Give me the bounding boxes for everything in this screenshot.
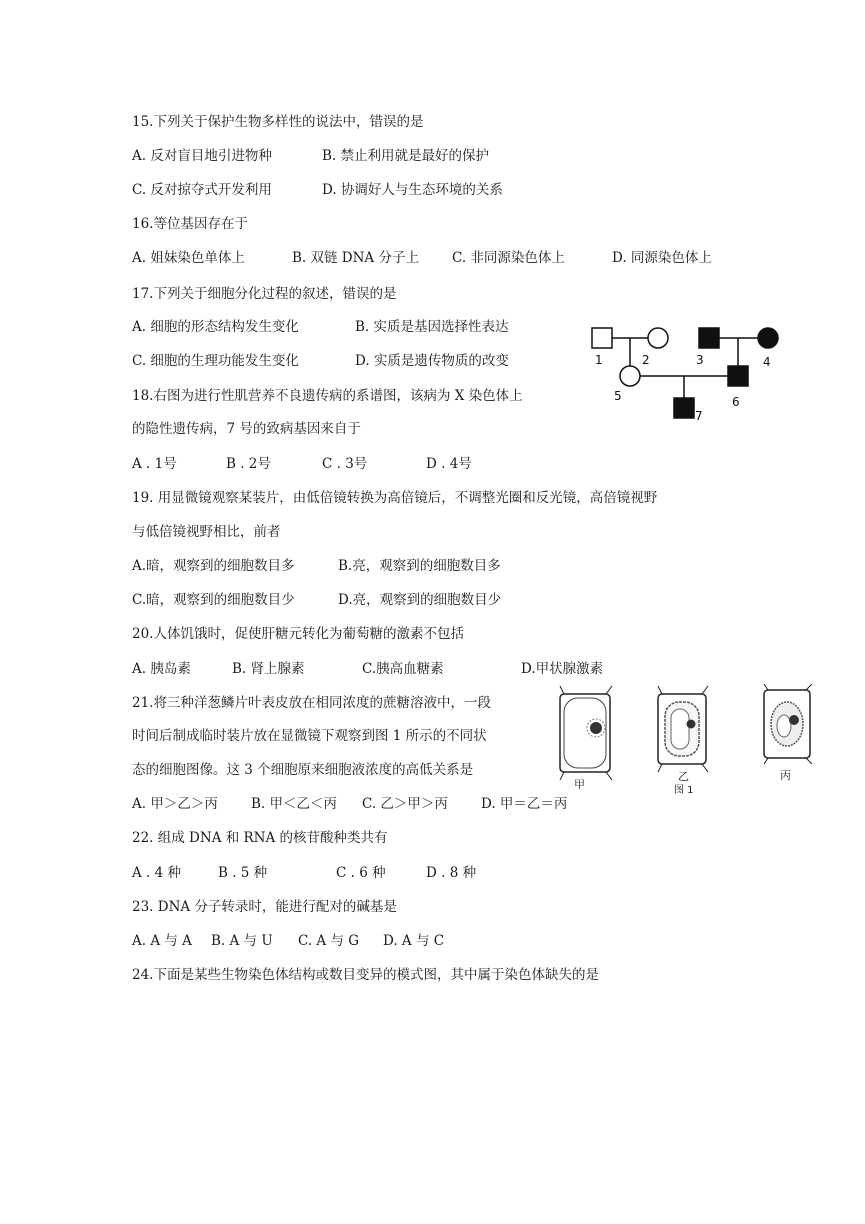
q18-stem-line1: 18.右图为进行性肌营养不良遗传病的系谱图，该病为 X 染色体上 [132,388,523,404]
q21-option-a: A. 甲＞乙＞丙 [132,796,218,812]
cell-bing [764,684,812,764]
cell-jia [560,686,612,780]
pedigree-individual-2-female [648,328,668,348]
pedigree-label-4: 4 [763,355,771,369]
figure-1-label-yi: 乙 [678,770,689,783]
pedigree-label-2: 2 [642,353,650,367]
pedigree-label-1: 1 [595,353,603,367]
q19-stem-line1: 19. 用显微镜观察某装片，由低倍镜转换为高倍镜后，不调整光圈和反光镜，高倍镜视野 [132,490,658,506]
q17-option-c: C. 细胞的生理功能发生变化 [132,353,299,369]
q23-option-d: D. A 与 C [383,933,445,949]
q20-option-d: D.甲状腺激素 [521,661,604,677]
q23-option-c: C. A 与 G [298,933,360,949]
q21-stem-line1: 21.将三种洋葱鳞片叶表皮放在相同浓度的蔗糖溶液中，一段 [132,695,491,711]
q22-option-b: B . 5 种 [218,865,268,881]
q16-option-c: C. 非同源染色体上 [452,250,565,266]
q23-option-a: A. A 与 A [132,933,192,949]
q18-option-a: A . 1号 [132,456,177,472]
q15-option-b: B. 禁止利用就是最好的保护 [322,148,490,164]
q19-option-d: D.亮，观察到的细胞数目少 [338,592,502,608]
q17-stem: 17.下列关于细胞分化过程的叙述，错误的是 [132,286,397,302]
q17-option-d: D. 实质是遗传物质的改变 [355,353,509,369]
figure-1-label-jia: 甲 [574,778,585,791]
q21-option-b: B. 甲＜乙＜丙 [251,796,338,812]
q19-option-c: C.暗，观察到的细胞数目少 [132,592,295,608]
q18-option-b: B . 2号 [226,456,271,472]
figure-1-label-bing: 丙 [780,769,791,782]
q20-stem: 20.人体饥饿时，促使肝糖元转化为葡萄糖的激素不包括 [132,626,464,642]
q23-option-b: B. A 与 U [211,933,273,949]
q16-stem: 16.等位基因存在于 [132,216,248,232]
q21-option-d: D. 甲＝乙＝丙 [481,796,568,812]
q20-option-c: C.胰高血糖素 [362,661,444,677]
figure-1-caption: 图 1 [674,785,694,794]
q24-stem: 24.下面是某些生物染色体结构或数目变异的模式图，其中属于染色体缺失的是 [132,967,599,983]
q19-stem-line2: 与低倍镜视野相比，前者 [132,524,281,540]
pedigree-individual-1-male [592,328,612,348]
q22-stem: 22. 组成 DNA 和 RNA 的核苷酸种类共有 [132,830,388,846]
pedigree-individual-3-affected-male [699,328,719,348]
q17-option-a: A. 细胞的形态结构发生变化 [132,319,299,335]
pedigree-individual-4-affected-female [758,328,778,348]
q20-option-b: B. 肾上腺素 [232,661,305,677]
q17-option-b: B. 实质是基因选择性表达 [355,319,509,335]
q19-option-b: B.亮，观察到的细胞数目多 [338,558,501,574]
figure-1-cells [548,684,818,794]
q22-option-d: D . 8 种 [426,865,477,881]
q22-option-a: A . 4 种 [132,865,182,881]
q15-option-a: A. 反对盲目地引进物种 [132,148,272,164]
q15-option-c: C. 反对掠夺式开发利用 [132,182,272,198]
cell-yi [658,686,708,772]
q16-option-b: B. 双链 DNA 分子上 [292,250,419,266]
q18-stem-line2: 的隐性遗传病，7 号的致病基因来自于 [132,421,361,437]
q16-option-a: A. 姐妹染色单体上 [132,250,245,266]
q21-stem-line3: 态的细胞图像。这 3 个细胞原来细胞液浓度的高低关系是 [132,762,474,778]
pedigree-label-5: 5 [614,389,622,403]
pedigree-label-6: 6 [732,395,740,409]
q21-option-c: C. 乙＞甲＞丙 [362,796,448,812]
q18-option-d: D . 4号 [426,456,472,472]
q15-stem: 15.下列关于保护生物多样性的说法中，错误的是 [132,114,424,130]
q16-option-d: D. 同源染色体上 [612,250,712,266]
q22-option-c: C . 6 种 [336,865,386,881]
pedigree-label-7: 7 [695,409,703,423]
q23-stem: 23. DNA 分子转录时，能进行配对的碱基是 [132,899,397,915]
q18-option-c: C . 3号 [322,456,368,472]
pedigree-individual-5-female [620,366,640,386]
q21-stem-line2: 时间后制成临时装片放在显微镜下观察到图 1 所示的不同状 [132,728,487,744]
pedigree-individual-7-affected-male [674,398,694,418]
pedigree-chart [585,318,785,426]
q15-option-d: D. 协调好人与生态环境的关系 [322,182,503,198]
q20-option-a: A. 胰岛素 [132,661,191,677]
q19-option-a: A.暗，观察到的细胞数目多 [132,558,295,574]
pedigree-label-3: 3 [696,353,704,367]
pedigree-individual-6-affected-male [728,366,748,386]
